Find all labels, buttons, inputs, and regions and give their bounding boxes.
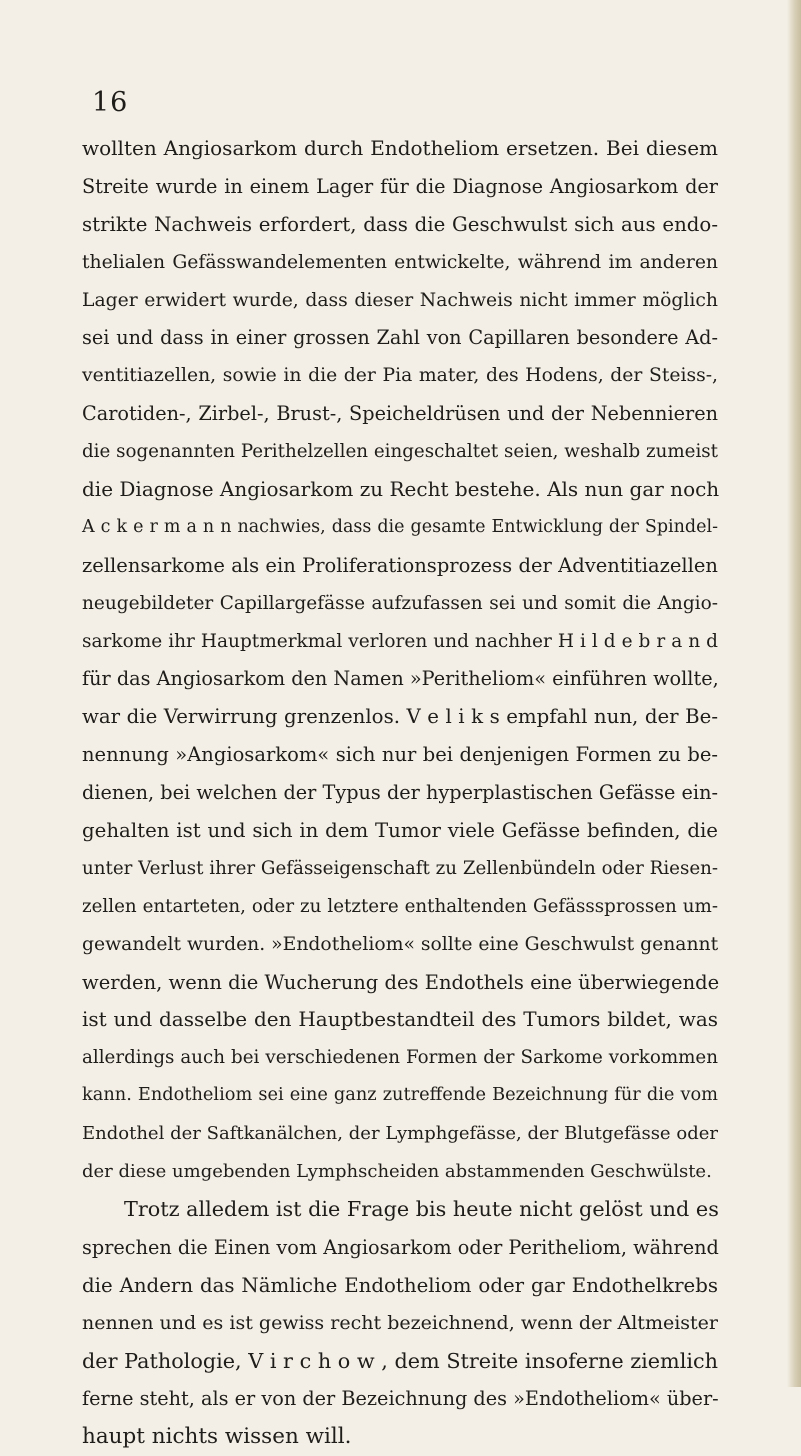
page-number: 16 <box>92 87 129 118</box>
text-line: sarkome ihr Hauptmerkmal verloren und nachher H i l d e b r a n d <box>82 630 718 652</box>
text-line: kann. Endotheliom sei eine ganz zutreffende Bezeichnung für die vom <box>82 1085 718 1106</box>
text-line: dienen, bei welchen der Typus der hyperplastischen Gefässe ein- <box>82 781 718 805</box>
text-line: haupt nichts wissen will. <box>82 1424 352 1450</box>
text-line: der diese umgebenden Lymphscheiden abstammenden Geschwülste. <box>82 1161 712 1183</box>
text-line: der Pathologie, V i r c h o w , dem Streite insoferne ziemlich <box>82 1348 718 1373</box>
text-line: war die Verwirrung grenzenlos. V e l i k s empfahl nun, der Be- <box>82 705 718 729</box>
text-line: Streite wurde in einem Lager für die Diagnose Angiosarkom der <box>82 174 718 198</box>
text-line: Carotiden-, Zirbel-, Brust-, Speicheldrüsen und der Nebennieren <box>82 402 718 426</box>
text-line: ferne steht, als er von der Bezeichnung des »Endotheliom« über- <box>82 1387 719 1411</box>
text-line: zellen entarteten, oder zu letztere enthaltenden Gefässsprossen um- <box>82 895 718 917</box>
text-line: Lager erwidert wurde, dass dieser Nachweis nicht immer möglich <box>82 289 718 311</box>
text-line: wollten Angiosarkom durch Endotheliom ersetzen. Bei diesem <box>82 136 718 160</box>
text-line: zellensarkome als ein Proliferationsprozess der Adventitiazellen <box>82 553 718 577</box>
text-line: Endothel der Saftkanälchen, der Lymphgefässe, der Blutgefässe oder <box>82 1123 718 1145</box>
text-line: neugebildeter Capillargefässe aufzufassen sei und somit die Angio- <box>82 592 718 614</box>
body-text <box>82 130 718 1456</box>
text-line: allerdings auch bei verschiedenen Formen der Sarkome vorkommen <box>82 1047 718 1069</box>
text-line: ventitiazellen, sowie in die der Pia mater, des Hodens, der Steiss-, <box>82 365 718 387</box>
text-line: für das Angiosarkom den Namen »Peritheliom« einführen wollte, <box>82 667 719 691</box>
text-line: nennung »Angiosarkom« sich nur bei denjenigen Formen zu be- <box>82 743 718 767</box>
text-line: nennen und es ist gewiss recht bezeichnend, wenn der Altmeister <box>82 1311 718 1334</box>
text-line: A c k e r m a n n nachwies, dass die gesamte Entwicklung der Spindel- <box>82 516 718 537</box>
text-line: sprechen die Einen vom Angiosarkom oder Peritheliom, während <box>82 1235 719 1259</box>
text-line: die Andern das Nämliche Endotheliom oder gar Endothelkrebs <box>82 1273 718 1297</box>
text-line: sei und dass in einer grossen Zahl von Capillaren besondere Ad- <box>82 326 718 350</box>
text-line: unter Verlust ihrer Gefässeigenschaft zu Zellenbündeln oder Riesen- <box>82 857 719 879</box>
text-line: gehalten ist und sich in dem Tumor viele Gefässe befinden, die <box>82 819 718 843</box>
text-line: thelialen Gefässwandelementen entwickelte, während im anderen <box>82 251 718 273</box>
page-edge-shadow <box>787 0 801 1387</box>
text-line: werden, wenn die Wucherung des Endothels eine überwiegende <box>82 970 720 994</box>
text-line: die sogenannten Perithelzellen eingeschaltet seien, weshalb zumeist <box>82 441 718 463</box>
text-line: strikte Nachweis erfordert, dass die Geschwulst sich aus endo- <box>82 212 718 236</box>
text-line: ist und dasselbe den Hauptbestandteil des Tumors bildet, was <box>82 1007 718 1032</box>
text-line: gewandelt wurden. »Endotheliom« sollte eine Geschwulst genannt <box>82 933 719 955</box>
text-line: Trotz alledem ist die Frage bis heute nicht gelöst und es <box>124 1196 719 1221</box>
text-line: die Diagnose Angiosarkom zu Recht bestehe. Als nun gar noch <box>82 477 720 502</box>
